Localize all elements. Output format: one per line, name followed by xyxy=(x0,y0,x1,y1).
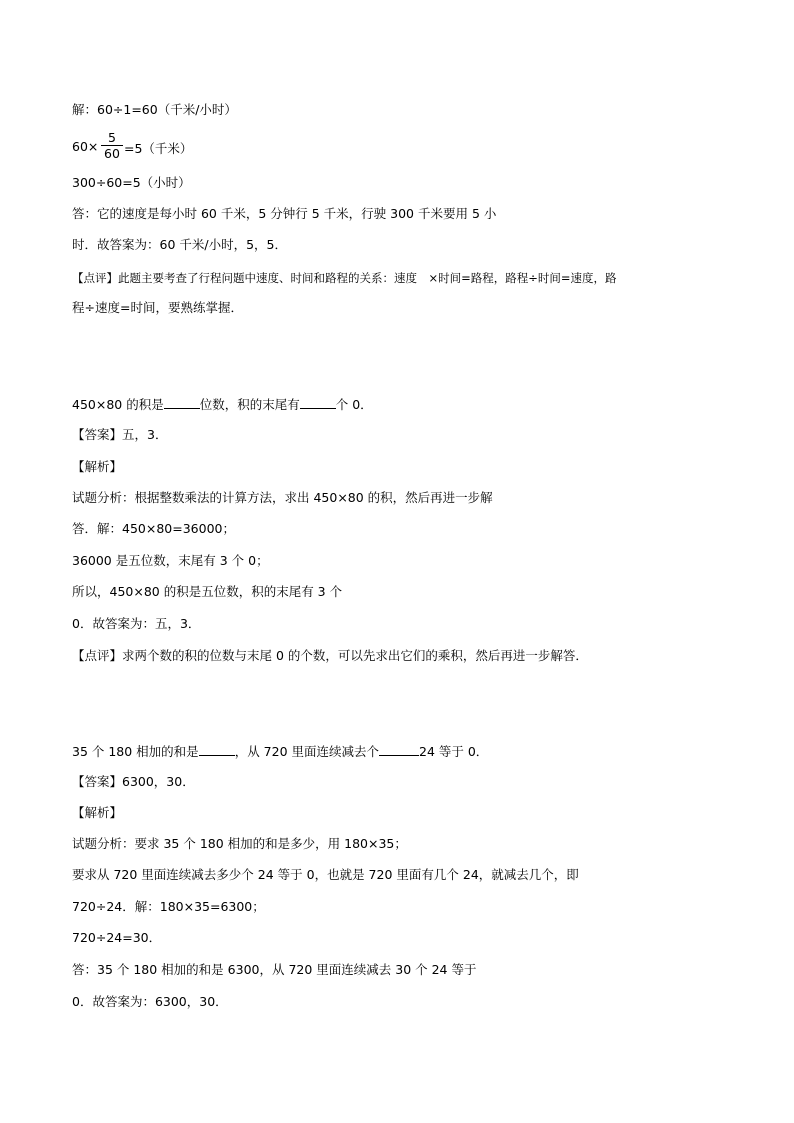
analysis-2-line-4: 所以，450×80 的积是五位数，积的末尾有 3 个 xyxy=(72,584,343,599)
question-2-part-1: 450×80 的积是 xyxy=(72,397,164,412)
answer-2: 【答案】五，3． xyxy=(72,427,168,442)
answer-line-2: 时．故答案为：60 千米/小时，5，5． xyxy=(72,237,287,252)
answer-3: 【答案】6300，30． xyxy=(72,774,195,789)
analysis-2-line-1: 试题分析：根据整数乘法的计算方法，求出 450×80 的积，然后再进一步解 xyxy=(72,490,493,505)
fraction-prefix: 60× xyxy=(72,139,99,154)
answer-blank-1 xyxy=(164,396,200,409)
comment-line-1: 【点评】此题主要考查了行程问题中速度、时间和路程的关系：速度 ×时间=路程，路程÷时间=速度，路 xyxy=(72,271,617,285)
analysis-2-line-3: 36000 是五位数，末尾有 3 个 0； xyxy=(72,553,269,568)
question-3-part-2: ，从 720 里面连续减去个 xyxy=(234,744,379,759)
question-2-part-3: 个 0． xyxy=(335,397,373,412)
comment-2: 【点评】求两个数的积的位数与末尾 0 的个数，可以先求出它们的乘积，然后再进一步解答． xyxy=(72,648,588,663)
fraction xyxy=(101,130,123,161)
solution-line-1: 解：60÷1=60（千米/小时） xyxy=(72,102,237,117)
answer-line-1: 答：它的速度是每小时 60 千米，5 分钟行 5 千米，行驶 300 千米要用 5 小 xyxy=(72,206,497,221)
answer-blank-3 xyxy=(199,743,235,756)
question-3 xyxy=(72,743,488,760)
analysis-3-line-1: 试题分析：要求 35 个 180 相加的和是多少，用 180×35； xyxy=(72,836,407,851)
analysis-label-3: 【解析】 xyxy=(72,805,123,820)
analysis-3-line-5: 答：35 个 180 相加的和是 6300，从 720 里面连续减去 30 个 24 等于 xyxy=(72,962,477,977)
analysis-3-line-6: 0．故答案为：6300，30． xyxy=(72,994,228,1009)
fraction-denominator: 60 xyxy=(104,146,120,161)
analysis-3-line-2: 要求从 720 里面连续减去多少个 24 等于 0，也就是 720 里面有几个 24，就减去几个，即 xyxy=(72,867,579,882)
analysis-3-line-4: 720÷24=30． xyxy=(72,930,162,945)
solution-line-3: 300÷60=5（小时） xyxy=(72,175,191,190)
analysis-2-line-2: 答．解：450×80=36000； xyxy=(72,521,235,536)
question-2-part-2: 位数，积的末尾有 xyxy=(199,397,300,412)
analysis-label-2: 【解析】 xyxy=(72,459,123,474)
comment-line-2: 程÷速度=时间，要熟练掌握． xyxy=(72,300,243,315)
fraction-suffix: =5（千米） xyxy=(124,141,193,156)
fraction-numerator: 5 xyxy=(108,130,116,145)
analysis-2-line-5: 0．故答案为：五，3． xyxy=(72,616,201,631)
question-3-part-1: 35 个 180 相加的和是 xyxy=(72,744,199,759)
answer-blank-2 xyxy=(300,396,336,409)
answer-blank-4 xyxy=(379,743,419,756)
analysis-3-line-3: 720÷24．解：180×35=6300； xyxy=(72,899,265,914)
question-2 xyxy=(72,396,373,413)
question-3-part-3: 24 等于 0． xyxy=(419,744,489,759)
